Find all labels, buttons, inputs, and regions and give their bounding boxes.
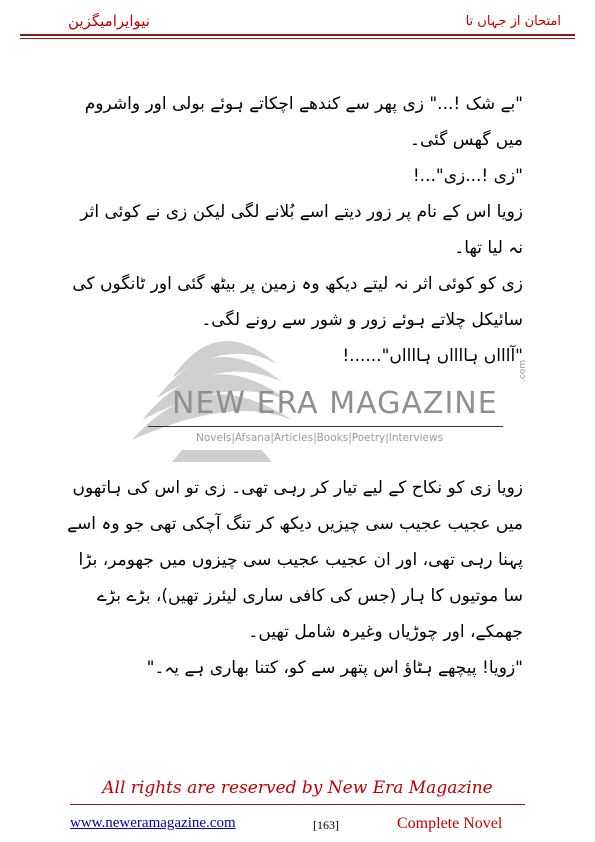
section-label: Complete Novel: [397, 815, 503, 832]
novel-title: امتحان از جہاں تا: [465, 14, 561, 29]
paragraph: "زویا! پیچھے ہٹاؤ اس پتھر سے کو، کتنا بھاری ہے یہ۔": [146, 658, 523, 678]
paragraph: "زی !...زی"...!: [412, 166, 523, 186]
paragraph: زویا اس کے نام پر زور دیتے اسے بُلانے لگی لیکن زی نے کوئی اثر نہ لیا تھا۔: [80, 202, 523, 258]
text-block-bottom: [63, 470, 523, 686]
paragraph: زی کو کوئی اثر نہ لیتے دیکھ وہ زمین پر بیٹھ گئی اور ٹانگوں کی سائیکل چلاتے ہوئے زور و شور سے رونے لگی۔: [72, 274, 523, 330]
header-rule-thin: [20, 38, 575, 39]
paragraph: "بے شک !..." زی پھر سے کندھے اچکاتے ہوئے بولی اور واشروم میں گھس گئی۔: [84, 94, 523, 150]
page-number: [163]: [313, 818, 339, 832]
watermark-title: NEW ERA MAGAZINE: [172, 386, 498, 421]
section-divider: [148, 426, 503, 427]
watermark-subtitle: Novels|Afsana|Articles|Books|Poetry|Interviews: [196, 432, 444, 444]
footer-rule: [70, 804, 525, 805]
watermark-domain: .com: [518, 359, 528, 382]
copyright-notice: All rights are reserved by New Era Magazine: [102, 778, 493, 798]
paragraph: زویا زی کو نکاح کے لیے تیار کر رہی تھی۔ زی تو اس کی ہاتھوں میں عجیب عجیب سی چیزیں دیکھ کر تنگ آچکی تھی جو وہ اسے پہنا رہی تھی، اور ان عجیب عجیب سی چیزوں میں جھومر، بڑا سا موتیوں کا ہار (جس کی کافی ساری لیئرز تھیں)، بڑے بڑے جھمکے، اور چوڑیاں وغیرہ شامل تھیں۔: [67, 478, 523, 642]
magazine-title: نیوایرامیگزین: [68, 12, 150, 30]
watermark-logo-icon: [112, 300, 512, 470]
header-rule: [20, 34, 575, 36]
website-link[interactable]: www.neweramagazine.com: [70, 815, 236, 831]
page-header: [20, 8, 575, 34]
paragraph: "آاااں ہااااں ہااااں"......!: [342, 346, 523, 366]
